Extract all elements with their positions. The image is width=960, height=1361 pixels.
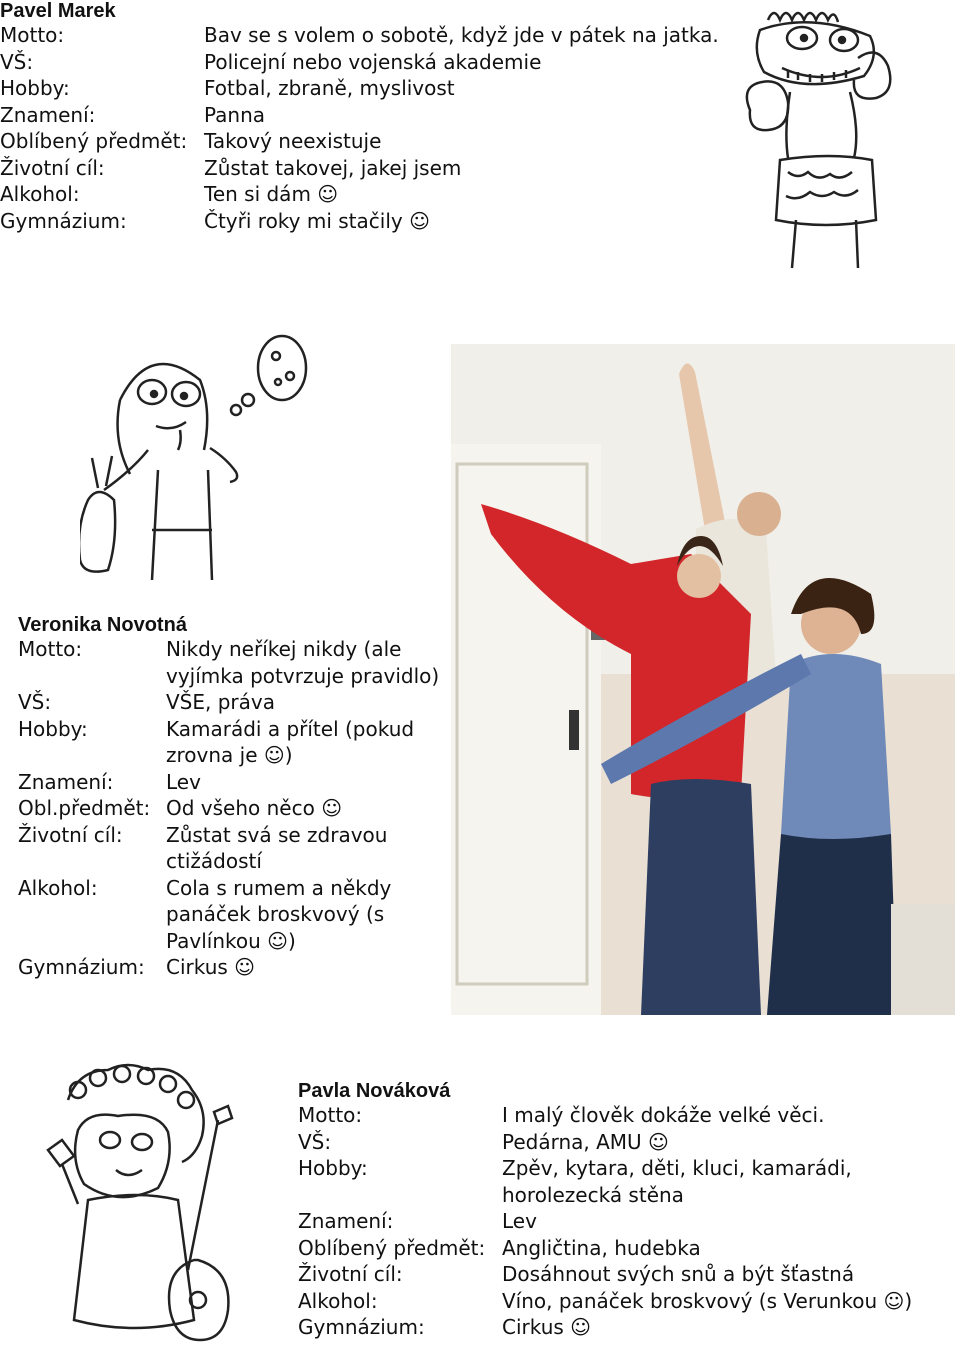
row-value: Od všeho něco ☺ <box>166 796 343 820</box>
profile-row-cil <box>298 1261 938 1288</box>
profile-row-motto <box>18 636 448 689</box>
profile-name: Veronika Novotná <box>18 614 187 636</box>
boxer-cartoon-drawing <box>730 0 900 275</box>
row-label: Oblíbený předmět: <box>298 1235 486 1260</box>
row-label: Motto: <box>298 1103 363 1127</box>
row-label: Alkohol: <box>18 875 98 900</box>
profile-row-hobby <box>0 75 740 102</box>
row-label: Gymnázium: <box>18 955 145 979</box>
row-value: Angličtina, hudebka <box>502 1235 701 1260</box>
girl-with-rabbit-drawing <box>80 320 320 580</box>
profile-row-gymnazium <box>18 954 448 981</box>
profile-row-predmet <box>0 128 740 155</box>
profile-row-alkohol <box>298 1288 938 1315</box>
profile-pavla-novakova <box>298 1080 938 1341</box>
row-value: Zpěv, kytara, děti, kluci, kamarádi, horolezecká stěna <box>502 1156 852 1207</box>
row-label: Životní cíl: <box>0 155 105 180</box>
profile-row-vs <box>0 49 740 76</box>
row-label: Gymnázium: <box>298 1315 425 1339</box>
row-label: Oblíbený předmět: <box>0 129 188 153</box>
row-value: Panna <box>204 102 266 127</box>
row-value: Zůstat takovej, jakej jsem <box>204 155 462 180</box>
row-label: Hobby: <box>0 76 70 100</box>
row-value: Ten si dám ☺ <box>204 182 339 206</box>
profile-row-gymnazium <box>0 208 740 235</box>
row-value: Zůstat svá se zdravou ctižádostí <box>166 822 388 873</box>
row-value: Policejní nebo vojenská akademie <box>204 49 542 74</box>
profile-veronika-novotna <box>18 614 448 981</box>
profile-row-znameni <box>298 1208 938 1235</box>
row-label: VŠ: <box>298 1129 332 1154</box>
profile-row-motto <box>298 1102 938 1129</box>
profile-row-motto <box>0 22 740 49</box>
profile-row-gymnazium <box>298 1314 938 1341</box>
row-value: Kamarádi a přítel (pokud zrovna je ☺) <box>166 716 415 767</box>
row-label: Gymnázium: <box>0 208 127 233</box>
profile-row-cil <box>0 155 740 182</box>
profile-name: Pavel Marek <box>0 0 116 22</box>
profile-row-vs <box>18 689 448 716</box>
row-label: Životní cíl: <box>18 822 123 847</box>
profile-name: Pavla Nováková <box>298 1080 451 1102</box>
row-value: Takový neexistuje <box>204 129 382 153</box>
profile-row-cil <box>18 822 448 875</box>
profile-row-hobby <box>18 716 448 769</box>
profile-pavel-marek <box>0 0 740 234</box>
row-value: VŠE, práva <box>166 690 275 714</box>
row-label: VŠ: <box>18 690 52 714</box>
row-value: Pedárna, AMU ☺ <box>502 1129 669 1154</box>
row-value: Cola s rumem a někdy panáček broskvový (s Pavlínkou ☺) <box>166 875 392 953</box>
row-value: Lev <box>502 1209 537 1233</box>
girl-with-guitar-drawing <box>18 1060 268 1360</box>
row-value: Nikdy neříkej nikdy (ale vyjímka potvrzuje pravidlo) <box>166 637 440 688</box>
row-label: Alkohol: <box>298 1288 378 1313</box>
profile-row-hobby <box>298 1155 938 1208</box>
row-label: Znamení: <box>18 769 114 794</box>
row-label: Motto: <box>0 23 65 47</box>
row-value: Fotbal, zbraně, myslivost <box>204 76 455 100</box>
row-label: Obl.předmět: <box>18 796 151 820</box>
profile-row-znameni <box>18 769 448 796</box>
profile-row-predmet <box>18 795 448 822</box>
profile-row-alkohol <box>0 181 740 208</box>
row-value: Víno, panáček broskvový (s Verunkou ☺) <box>502 1288 913 1313</box>
row-value: Dosáhnout svých snů a být šťastná <box>502 1262 855 1286</box>
row-value: Bav se s volem o sobotě, když jde v pátek na jatka. <box>204 23 719 47</box>
row-value: I malý člověk dokáže velké věci. <box>502 1103 825 1127</box>
row-label: Alkohol: <box>0 182 80 206</box>
row-label: Hobby: <box>18 716 88 741</box>
row-label: Životní cíl: <box>298 1262 403 1286</box>
group-photo <box>451 344 955 1015</box>
row-value: Lev <box>166 769 201 794</box>
row-label: Hobby: <box>298 1156 368 1180</box>
profile-row-vs <box>298 1129 938 1156</box>
row-label: VŠ: <box>0 49 34 74</box>
row-label: Znamení: <box>0 102 96 127</box>
row-label: Motto: <box>18 637 83 661</box>
profile-row-alkohol <box>18 875 448 955</box>
row-label: Znamení: <box>298 1209 394 1233</box>
profile-row-znameni <box>0 102 740 129</box>
row-value: Cirkus ☺ <box>502 1315 592 1339</box>
row-value: Cirkus ☺ <box>166 955 256 979</box>
row-value: Čtyři roky mi stačily ☺ <box>204 208 430 233</box>
profile-row-predmet <box>298 1235 938 1262</box>
